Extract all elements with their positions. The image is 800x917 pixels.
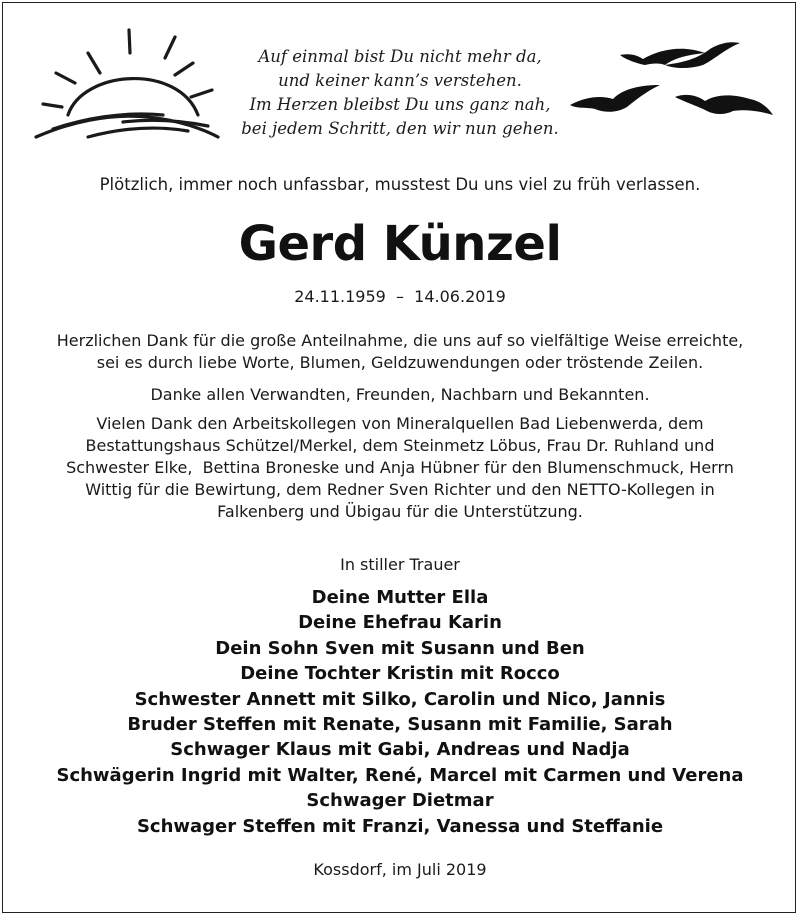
mourner-line: Schwager Steffen mit Franzi, Vanessa und Steffanie: [136, 815, 664, 837]
text-line: sei es durch liebe Worte, Blumen, Geldzuwendungen oder tröstende Zeilen.: [96, 353, 704, 372]
thanks-paragraph-3: [0, 413, 800, 523]
intro-line: Plötzlich, immer noch unfassbar, musstest Du uns viel zu früh verlassen.: [99, 175, 701, 194]
thanks-paragraph-2: [0, 384, 800, 406]
mourner-line: Deine Mutter Ella: [311, 587, 489, 608]
flying-birds-icon: [565, 35, 775, 125]
mourner-line: Schwester Annett mit Silko, Carolin und Nico, Jannis: [134, 688, 666, 710]
text-line: Bestattungshaus Schützel/Merkel, dem Steinmetz Löbus, Frau Dr. Ruhland und: [85, 436, 715, 455]
setting-sun-icon: [28, 25, 223, 143]
text-line: Herzlichen Dank für die große Anteilnahme, die uns auf so vielfältige Weise erreichte,: [56, 331, 744, 350]
mourner-line: Schwager Klaus mit Gabi, Andreas und Nadja: [170, 739, 630, 761]
mourner-line: Dein Sohn Sven mit Susann und Ben: [215, 637, 585, 659]
text-line: Vielen Dank den Arbeitskollegen von Mineralquellen Bad Liebenwerda, dem: [96, 414, 704, 433]
mourner-line: Schwager Dietmar: [306, 790, 494, 812]
mourner-line: Deine Ehefrau Karin: [298, 612, 502, 634]
text-line: Schwester Elke, Bettina Broneske und Anja Hübner für den Blumenschmuck, Herrn: [66, 458, 734, 477]
poem: [230, 45, 570, 141]
text-line: Wittig für die Bewirtung, dem Redner Sven Richter und den NETTO-Kollegen in: [85, 480, 715, 499]
mourner-line: Schwägerin Ingrid mit Walter, René, Marcel mit Carmen und Verena: [56, 764, 744, 786]
deceased-name: Gerd Künzel: [238, 216, 562, 272]
place-date-signoff: Kossdorf, im Juli 2019: [313, 860, 487, 879]
text-line: Falkenberg und Übigau für die Unterstützung.: [217, 502, 583, 521]
poem-line: bei jedem Schritt, den wir nun gehen.: [241, 119, 559, 138]
mourner-line: Deine Tochter Kristin mit Rocco: [240, 663, 560, 685]
mourning-label: In stiller Trauer: [340, 555, 460, 574]
mourner-line: Bruder Steffen mit Renate, Susann mit Familie, Sarah: [127, 714, 673, 736]
text-line: Danke allen Verwandten, Freunden, Nachbarn und Bekannten.: [150, 385, 650, 404]
poem-line: Im Herzen bleibst Du uns ganz nah,: [249, 95, 551, 114]
mourners-list: [0, 585, 800, 839]
poem-line: und keiner kann’s verstehen.: [278, 71, 522, 90]
poem-line: Auf einmal bist Du nicht mehr da,: [258, 47, 542, 66]
life-dates: 24.11.1959 – 14.06.2019: [294, 287, 506, 306]
thanks-paragraph-1: [0, 330, 800, 374]
